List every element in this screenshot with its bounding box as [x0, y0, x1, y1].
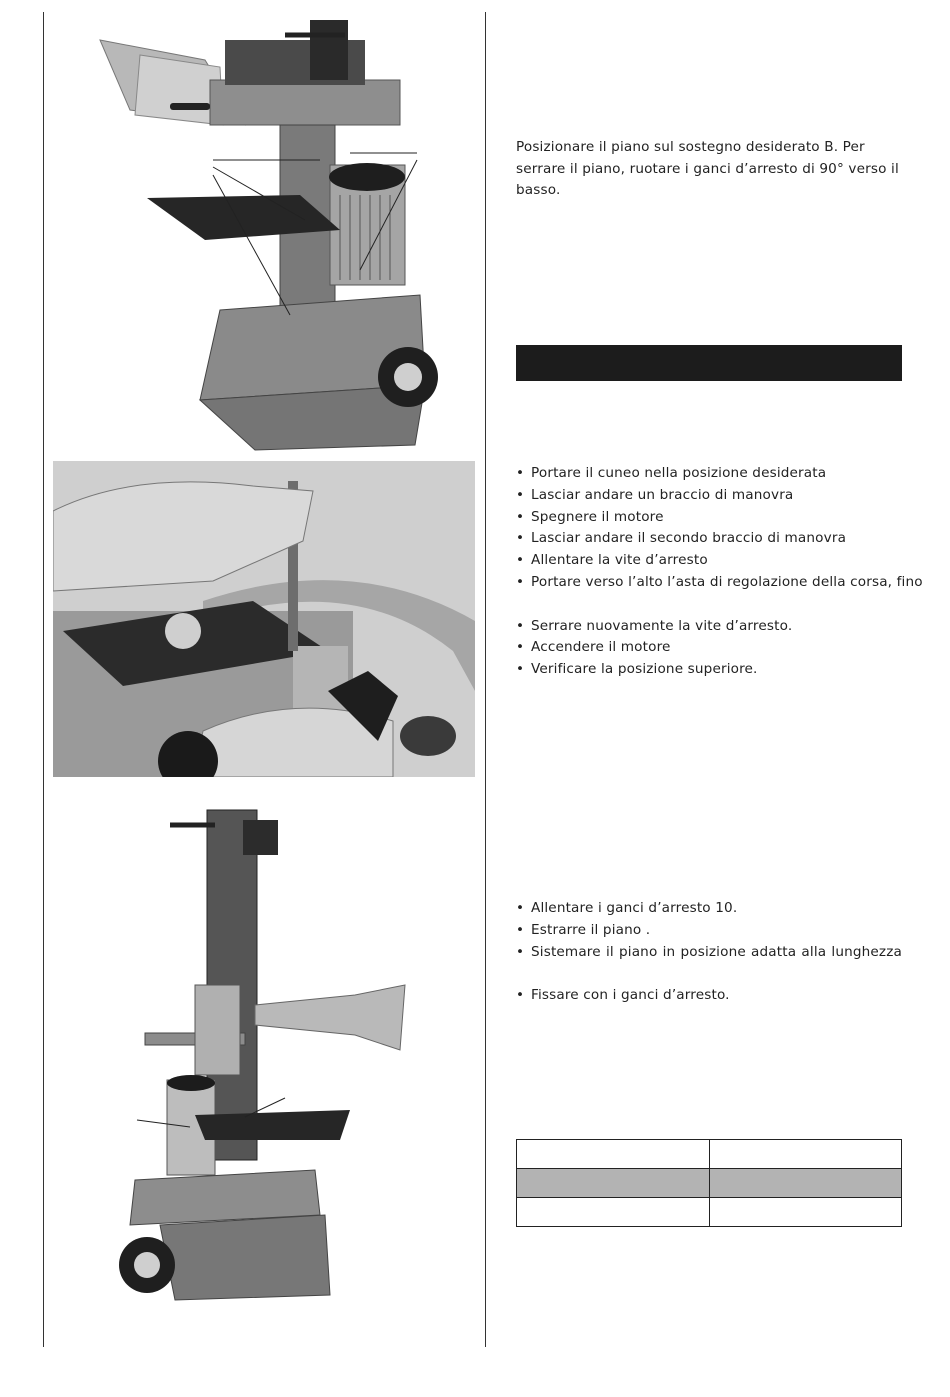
list-item: • Portare verso l’alto l’asta di regolazione della corsa, fino: [516, 572, 902, 594]
list-item: • Fissare con i ganci d’arresto.: [516, 985, 902, 1007]
list-item: • Lasciar andare il secondo braccio di manovra: [516, 528, 902, 550]
table-row: [517, 1140, 902, 1169]
column-divider-left: [43, 12, 44, 1347]
table-cell: [517, 1198, 710, 1227]
list-item: • Accendere il motore: [516, 637, 902, 659]
paragraph-table-position: [516, 137, 902, 202]
list-item: • Spegnere il motore: [516, 507, 902, 529]
table-cell: [517, 1169, 710, 1198]
table-cell: [709, 1169, 902, 1198]
list-item: • Verificare la posizione superiore.: [516, 659, 902, 681]
list-item: • Serrare nuovamente la vite d’arresto.: [516, 616, 902, 638]
figure-stroke-adjust-photo: [53, 461, 475, 777]
figure-log-splitter-full-photo: [115, 805, 410, 1310]
list-item: • Sistemare il piano in posizione adatta alla lunghezza: [516, 942, 902, 964]
section-heading-bar: [516, 345, 902, 381]
paragraph-text: Posizionare il piano sul sostegno desiderato B. Per serrare il piano, ruotare i ganci d’arresto di 90° verso il basso.: [516, 139, 899, 199]
spec-table: [516, 1139, 902, 1227]
table-row: [517, 1198, 902, 1227]
table-adjust-steps: [516, 898, 902, 1007]
list-item: • Allentare i ganci d’arresto 10.: [516, 898, 902, 920]
list-item: • Allentare la vite d’arresto: [516, 550, 902, 572]
column-divider-middle: [485, 12, 486, 1347]
table-row: [517, 1169, 902, 1198]
list-item: • Portare il cuneo nella posizione desiderata: [516, 463, 902, 485]
list-item: • Estrarre il piano .: [516, 920, 902, 942]
table-cell: [517, 1140, 710, 1169]
stroke-adjust-steps: [516, 463, 923, 681]
table-cell: [709, 1198, 902, 1227]
figure-log-splitter-table-photo: [95, 15, 455, 455]
list-item: • Lasciar andare un braccio di manovra: [516, 485, 902, 507]
table-cell: [709, 1140, 902, 1169]
